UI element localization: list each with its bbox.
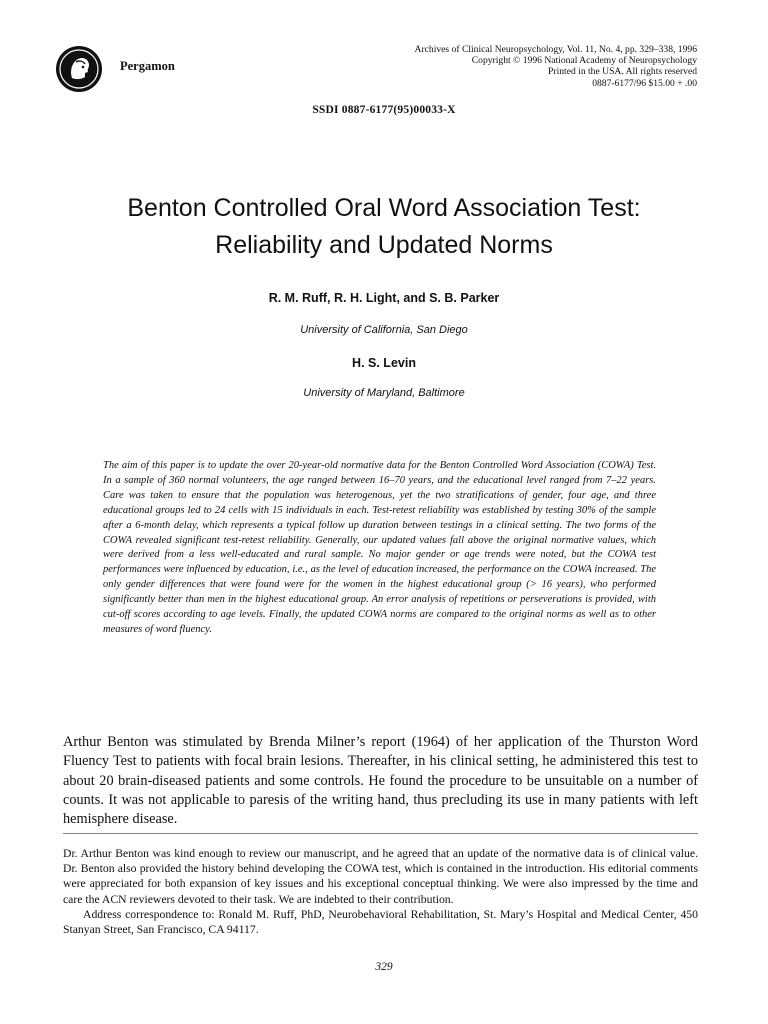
pergamon-logo-icon bbox=[56, 46, 102, 92]
footnote bbox=[63, 846, 698, 937]
body-paragraph: Arthur Benton was stimulated by Brenda Milner’s report (1964) of her application of the Thurston Word Fluency Test to patients with focal brain lesions. Thereafter, in his clinical setting, he administered this test to about 20 brain-diseased patients and some controls. He found the procedure to be unsuitable on a number of counts. It was not applicable to paresis of the writing hand, thus precluding its use in many patients with left hemisphere disease. bbox=[63, 734, 698, 828]
author-affiliation: University of Maryland, Baltimore bbox=[303, 387, 465, 399]
citation-line: Printed in the USA. All rights reserved bbox=[548, 66, 697, 78]
publisher-name: Pergamon bbox=[120, 59, 175, 73]
author-list: R. M. Ruff, R. H. Light, and S. B. Parker bbox=[268, 291, 500, 305]
journal-citation bbox=[415, 44, 697, 89]
abstract: The aim of this paper is to update the over 20-year-old normative data for the Benton Controlled Word Association (COWA) Test. In a sample of 360 normal volunteers, the age ranged between 16–70 years, and the educational level ranged from 7–22 years. Care was taken to ensure that the population was heterogenous, yet the two stratifications of gender, four age, and three educational groups led to 24 cells with 15 individuals in each. Test-retest reliability was established by testing 30% of the sample after a 6-month delay, which represents a typical follow up duration between testings in a clinical setting. The two forms of the COWA revealed significant test-retest reliability. Generally, our updated values fall above the original normative values, which were derived from a less well-educated and rural sample. No major gender or age trends were noted, but the COWA test performances were influenced by education, i.e., as the level of education increased, the performance on the COWA increased. The only gender differences that were found were for the women in the highest educational group (> 16 years), who performed significantly better than men in the highest educational group. An error analysis of repetitions or perseverations is provided, with cut-off scores according to age levels. Finally, the updated COWA norms are compared to the original norms as well as to other measures of word fluency. bbox=[103, 460, 656, 635]
title-line: Benton Controlled Oral Word Association Test: bbox=[127, 194, 641, 222]
author-list: H. S. Levin bbox=[352, 356, 416, 370]
acknowledgment-note: Dr. Arthur Benton was kind enough to review our manuscript, and he agreed that an update of the normative data is of clinical value. Dr. Benton also provided the history behind developing the COWA test, which is contained in the introduction. His editorial comments were appreciated for both expansion of key issues and his exceptional conceptual thinking. We were also impressed by the time and care the ACN reviewers devoted to their task. We are indebted to their contribution. bbox=[63, 847, 698, 906]
citation-line: Copyright © 1996 National Academy of Neuropsychology bbox=[471, 55, 697, 67]
author-affiliation: University of California, San Diego bbox=[300, 324, 468, 336]
citation-line: Archives of Clinical Neuropsychology, Vol. 11, No. 4, pp. 329–338, 1996 bbox=[414, 44, 697, 55]
page-number: 329 bbox=[375, 961, 393, 973]
citation-line: 0887-6177/96 $15.00 + .00 bbox=[592, 77, 697, 89]
article-title bbox=[40, 190, 728, 264]
correspondence-note: Address correspondence to: Ronald M. Ruff, PhD, Neurobehavioral Rehabilitation, St. Mary’s Hospital and Medical Center, 450 Stanyan Street, San Francisco, CA 94117. bbox=[63, 907, 698, 937]
footnote-divider bbox=[63, 833, 698, 834]
ssdi-identifier: SSDI 0887-6177(95)00033-X bbox=[312, 104, 456, 116]
title-line: Reliability and Updated Norms bbox=[215, 231, 553, 259]
